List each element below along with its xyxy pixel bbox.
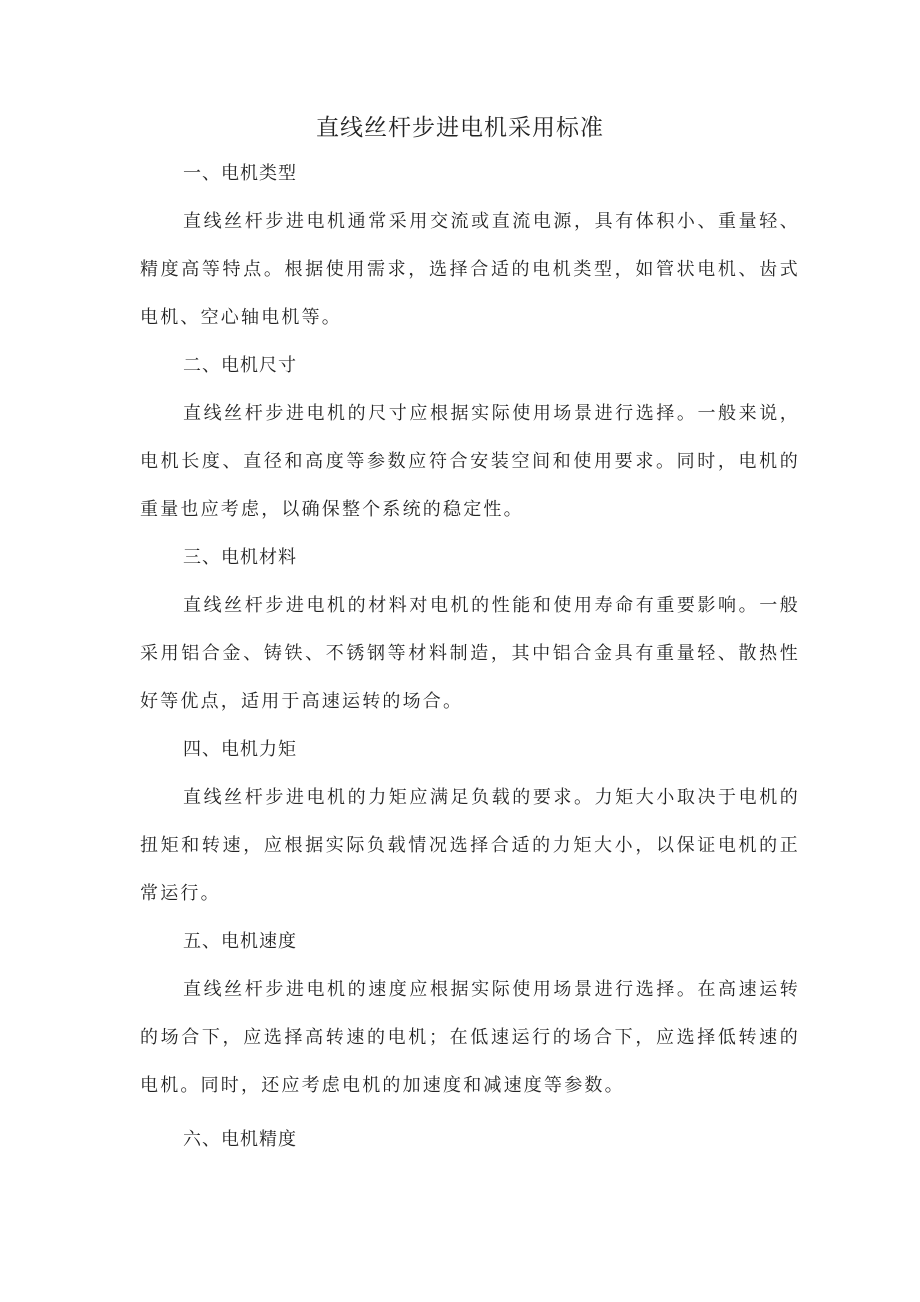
section-heading-motor-precision: 六、电机精度 (183, 1129, 297, 1150)
section-body-motor-size: 直线丝杆步进电机的尺寸应根据实际使用场景进行选择。一般来说，电机长度、直径和高度等参数应符合安装空间和使用要求。同时，电机的重量也应考虑，以确保整个系统的稳定性。 (140, 403, 800, 520)
section-body-motor-type: 直线丝杆步进电机通常采用交流或直流电源，具有体积小、重量轻、精度高等特点。根据使用需求，选择合适的电机类型，如管状电机、齿式电机、空心轴电机等。 (140, 211, 800, 328)
section-heading-motor-speed: 五、电机速度 (183, 931, 297, 952)
section-heading-motor-torque: 四、电机力矩 (183, 739, 297, 760)
section-body-motor-material: 直线丝杆步进电机的材料对电机的性能和使用寿命有重要影响。一般采用铝合金、铸铁、不锈钢等材料制造，其中铝合金具有重量轻、散热性好等优点，适用于高速运转的场合。 (140, 595, 800, 712)
document-title: 直线丝杆步进电机采用标准 (316, 115, 604, 141)
section-heading-motor-size: 二、电机尺寸 (183, 355, 297, 376)
section-heading-motor-type: 一、电机类型 (183, 163, 297, 184)
section-body-motor-speed: 直线丝杆步进电机的速度应根据实际使用场景进行选择。在高速运转的场合下，应选择高转速的电机；在低速运行的场合下，应选择低转速的电机。同时，还应考虑电机的加速度和减速度等参数。 (140, 979, 800, 1096)
section-heading-motor-material: 三、电机材料 (183, 547, 297, 568)
section-body-motor-torque: 直线丝杆步进电机的力矩应满足负载的要求。力矩大小取决于电机的扭矩和转速，应根据实际负载情况选择合适的力矩大小，以保证电机的正常运行。 (140, 787, 800, 904)
